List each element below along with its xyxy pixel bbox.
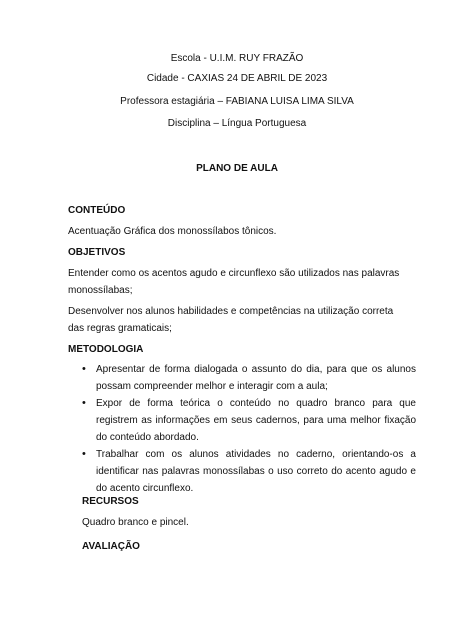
document-title: PLANO DE AULA: [196, 163, 278, 174]
objetivo-item-2: Desenvolver nos alunos habilidades e competências na utilização correta das regras gramaticais;: [68, 306, 394, 334]
city-date-line: Cidade - CAXIAS 24 DE ABRIL DE 2023: [146, 73, 328, 84]
metodologia-item-2: • Expor de forma teórica o conteúdo no quadro branco para que registrem as informações em seus cadernos, para uma melhor fixação do conteúdo abordado.: [82, 395, 416, 446]
metodologia-list: [82, 361, 416, 497]
teacher-line: Professora estagiária – FABIANA LUISA LIMA SILVA: [120, 96, 354, 107]
metodologia-heading: METODOLOGIA: [68, 344, 144, 355]
recursos-heading: RECURSOS: [82, 496, 139, 507]
metodologia-item-3: • Trabalhar com os alunos atividades no caderno, orientando-os a identificar nas palavras monossílabas o uso correto do acento agudo e do acento circunflexo.: [82, 446, 416, 497]
conteudo-heading: CONTEÚDO: [68, 205, 126, 216]
conteudo-text: Acentuação Gráfica dos monossílabos tônicos.: [68, 226, 277, 237]
recursos-text: Quadro branco e pincel.: [82, 517, 189, 528]
subject-line: Disciplina – Língua Portuguesa: [167, 118, 307, 129]
metodologia-item-1: • Apresentar de forma dialogada o assunto do dia, para que os alunos possam compreender melhor e interagir com a aula;: [82, 361, 416, 395]
avaliacao-heading: AVALIAÇÃO: [82, 541, 140, 552]
objetivos-heading: OBJETIVOS: [68, 247, 126, 258]
school-line: Escola - U.I.M. RUY FRAZÃO: [170, 53, 304, 64]
objetivo-item-1: Entender como os acentos agudo e circunflexo são utilizados nas palavras monossílabas;: [68, 268, 400, 296]
